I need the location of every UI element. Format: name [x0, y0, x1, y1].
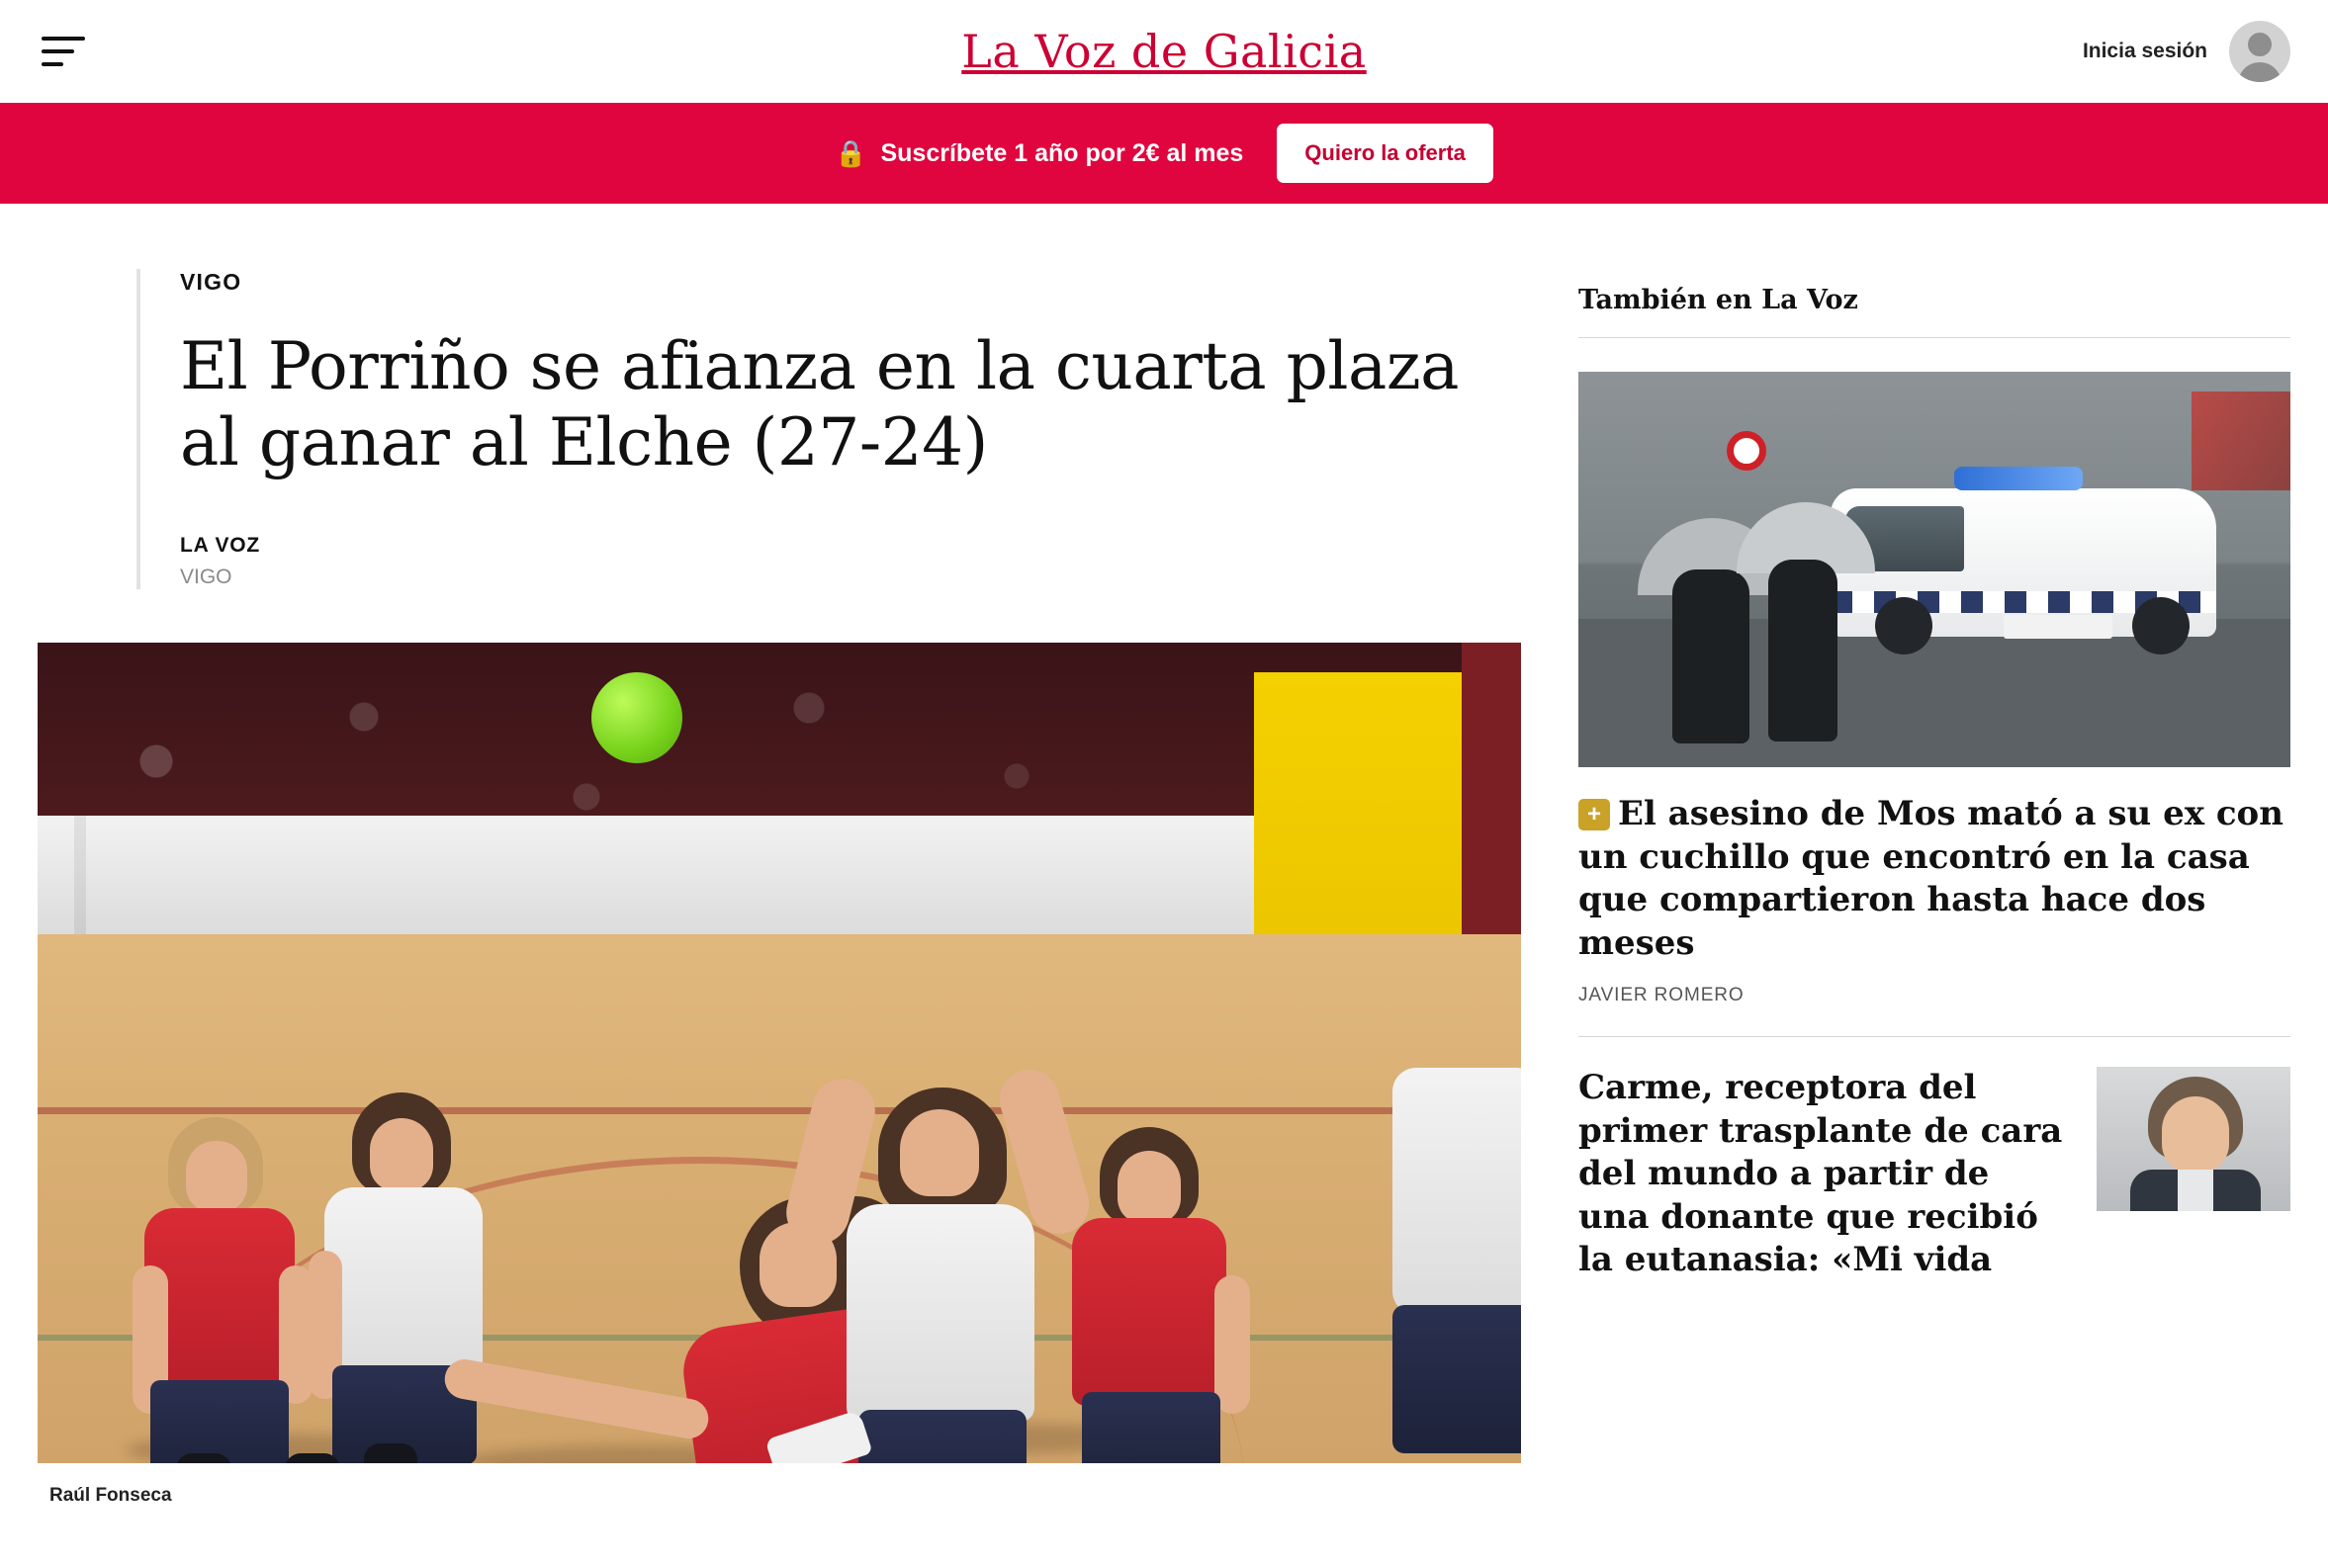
site-logo[interactable]: La Voz de Galicia	[961, 24, 1367, 78]
photo-leg-2	[285, 1453, 340, 1463]
hamburger-menu-icon[interactable]	[42, 37, 85, 66]
photo-ambulance-plate	[2004, 615, 2112, 639]
photo-sponsor-banner	[38, 816, 1254, 934]
offer-button[interactable]: Quiero la oferta	[1277, 124, 1493, 183]
login-link[interactable]: Inicia sesión	[2082, 39, 2207, 62]
photo-portrait-face	[2162, 1096, 2229, 1174]
photo-court-line-red	[38, 1107, 1521, 1114]
photo-graffiti-wall	[2192, 392, 2290, 490]
menu-bar-1	[42, 37, 85, 41]
sidebar-item-author-1[interactable]: JAVIER ROMERO	[1578, 985, 2290, 1037]
article-kicker[interactable]: VIGO	[180, 269, 242, 295]
photo-leg-1	[176, 1453, 231, 1463]
image-caption: Raúl Fonseca	[49, 1485, 172, 1507]
photo-player-right-red	[1056, 1127, 1244, 1463]
sidebar-item-headline-1[interactable]	[1578, 793, 2290, 965]
photo-player-left-red	[133, 1117, 330, 1463]
sidebar-also-in-la-voz	[1578, 269, 2290, 1507]
sidebar-item-image-1[interactable]	[1578, 372, 2290, 767]
page-title: El Porriño se afianza en la cuarta plaza al ganar al Elche (27-24)	[180, 328, 1459, 480]
promo-label: Suscríbete 1 año por 2€ al mes	[880, 138, 1244, 167]
premium-plus-badge: +	[1578, 799, 1610, 830]
photo-wheel-1	[1875, 597, 1932, 654]
photo-handball-ball	[591, 672, 682, 763]
lead-figure	[38, 643, 1521, 1507]
lock-icon: 🔒	[835, 138, 867, 168]
photo-leg-3	[364, 1443, 417, 1463]
photo-portrait-collar	[2178, 1170, 2213, 1211]
list-item[interactable]	[1578, 338, 2290, 1037]
lead-image	[38, 643, 1521, 1463]
photo-person-2	[1768, 560, 1837, 741]
header-actions	[2083, 21, 2290, 82]
page-container	[0, 204, 2328, 1507]
sidebar-item-headline-text-1: El asesino de Mos mató a su ex con un cuchillo que encontró en la casa que compartieron hasta hace dos meses	[1578, 794, 2283, 963]
user-avatar-icon[interactable]	[2229, 21, 2290, 82]
photo-ambulance-lightbar	[1954, 467, 2083, 490]
sidebar-title: También en La Voz	[1578, 285, 2290, 338]
byline	[180, 534, 1521, 589]
photo-player-far-right	[1353, 1068, 1521, 1463]
site-header	[0, 0, 2328, 103]
article-main-column	[38, 269, 1521, 1507]
photo-player-defender-white	[789, 1058, 1086, 1463]
sidebar-item-image-2[interactable]	[2097, 1067, 2290, 1211]
byline-author[interactable]: LA VOZ	[180, 534, 261, 558]
photo-traffic-sign	[1727, 431, 1766, 471]
subscription-promo-bar	[0, 103, 2328, 204]
byline-location: VIGO	[180, 566, 232, 589]
menu-bar-3	[42, 62, 63, 66]
article-header	[136, 269, 1521, 589]
promo-text	[835, 139, 1243, 168]
photo-person-1	[1672, 569, 1749, 743]
photo-wheel-2	[2132, 597, 2190, 654]
content-wrapper	[38, 204, 2290, 1507]
list-item[interactable]	[1578, 1037, 2290, 1282]
menu-bar-2	[42, 49, 74, 53]
sidebar-item-headline-2[interactable]: Carme, receptora del primer trasplante de cara del mundo a partir de una donante que recibió la eutanasia: «Mi vida	[1578, 1068, 2063, 1280]
